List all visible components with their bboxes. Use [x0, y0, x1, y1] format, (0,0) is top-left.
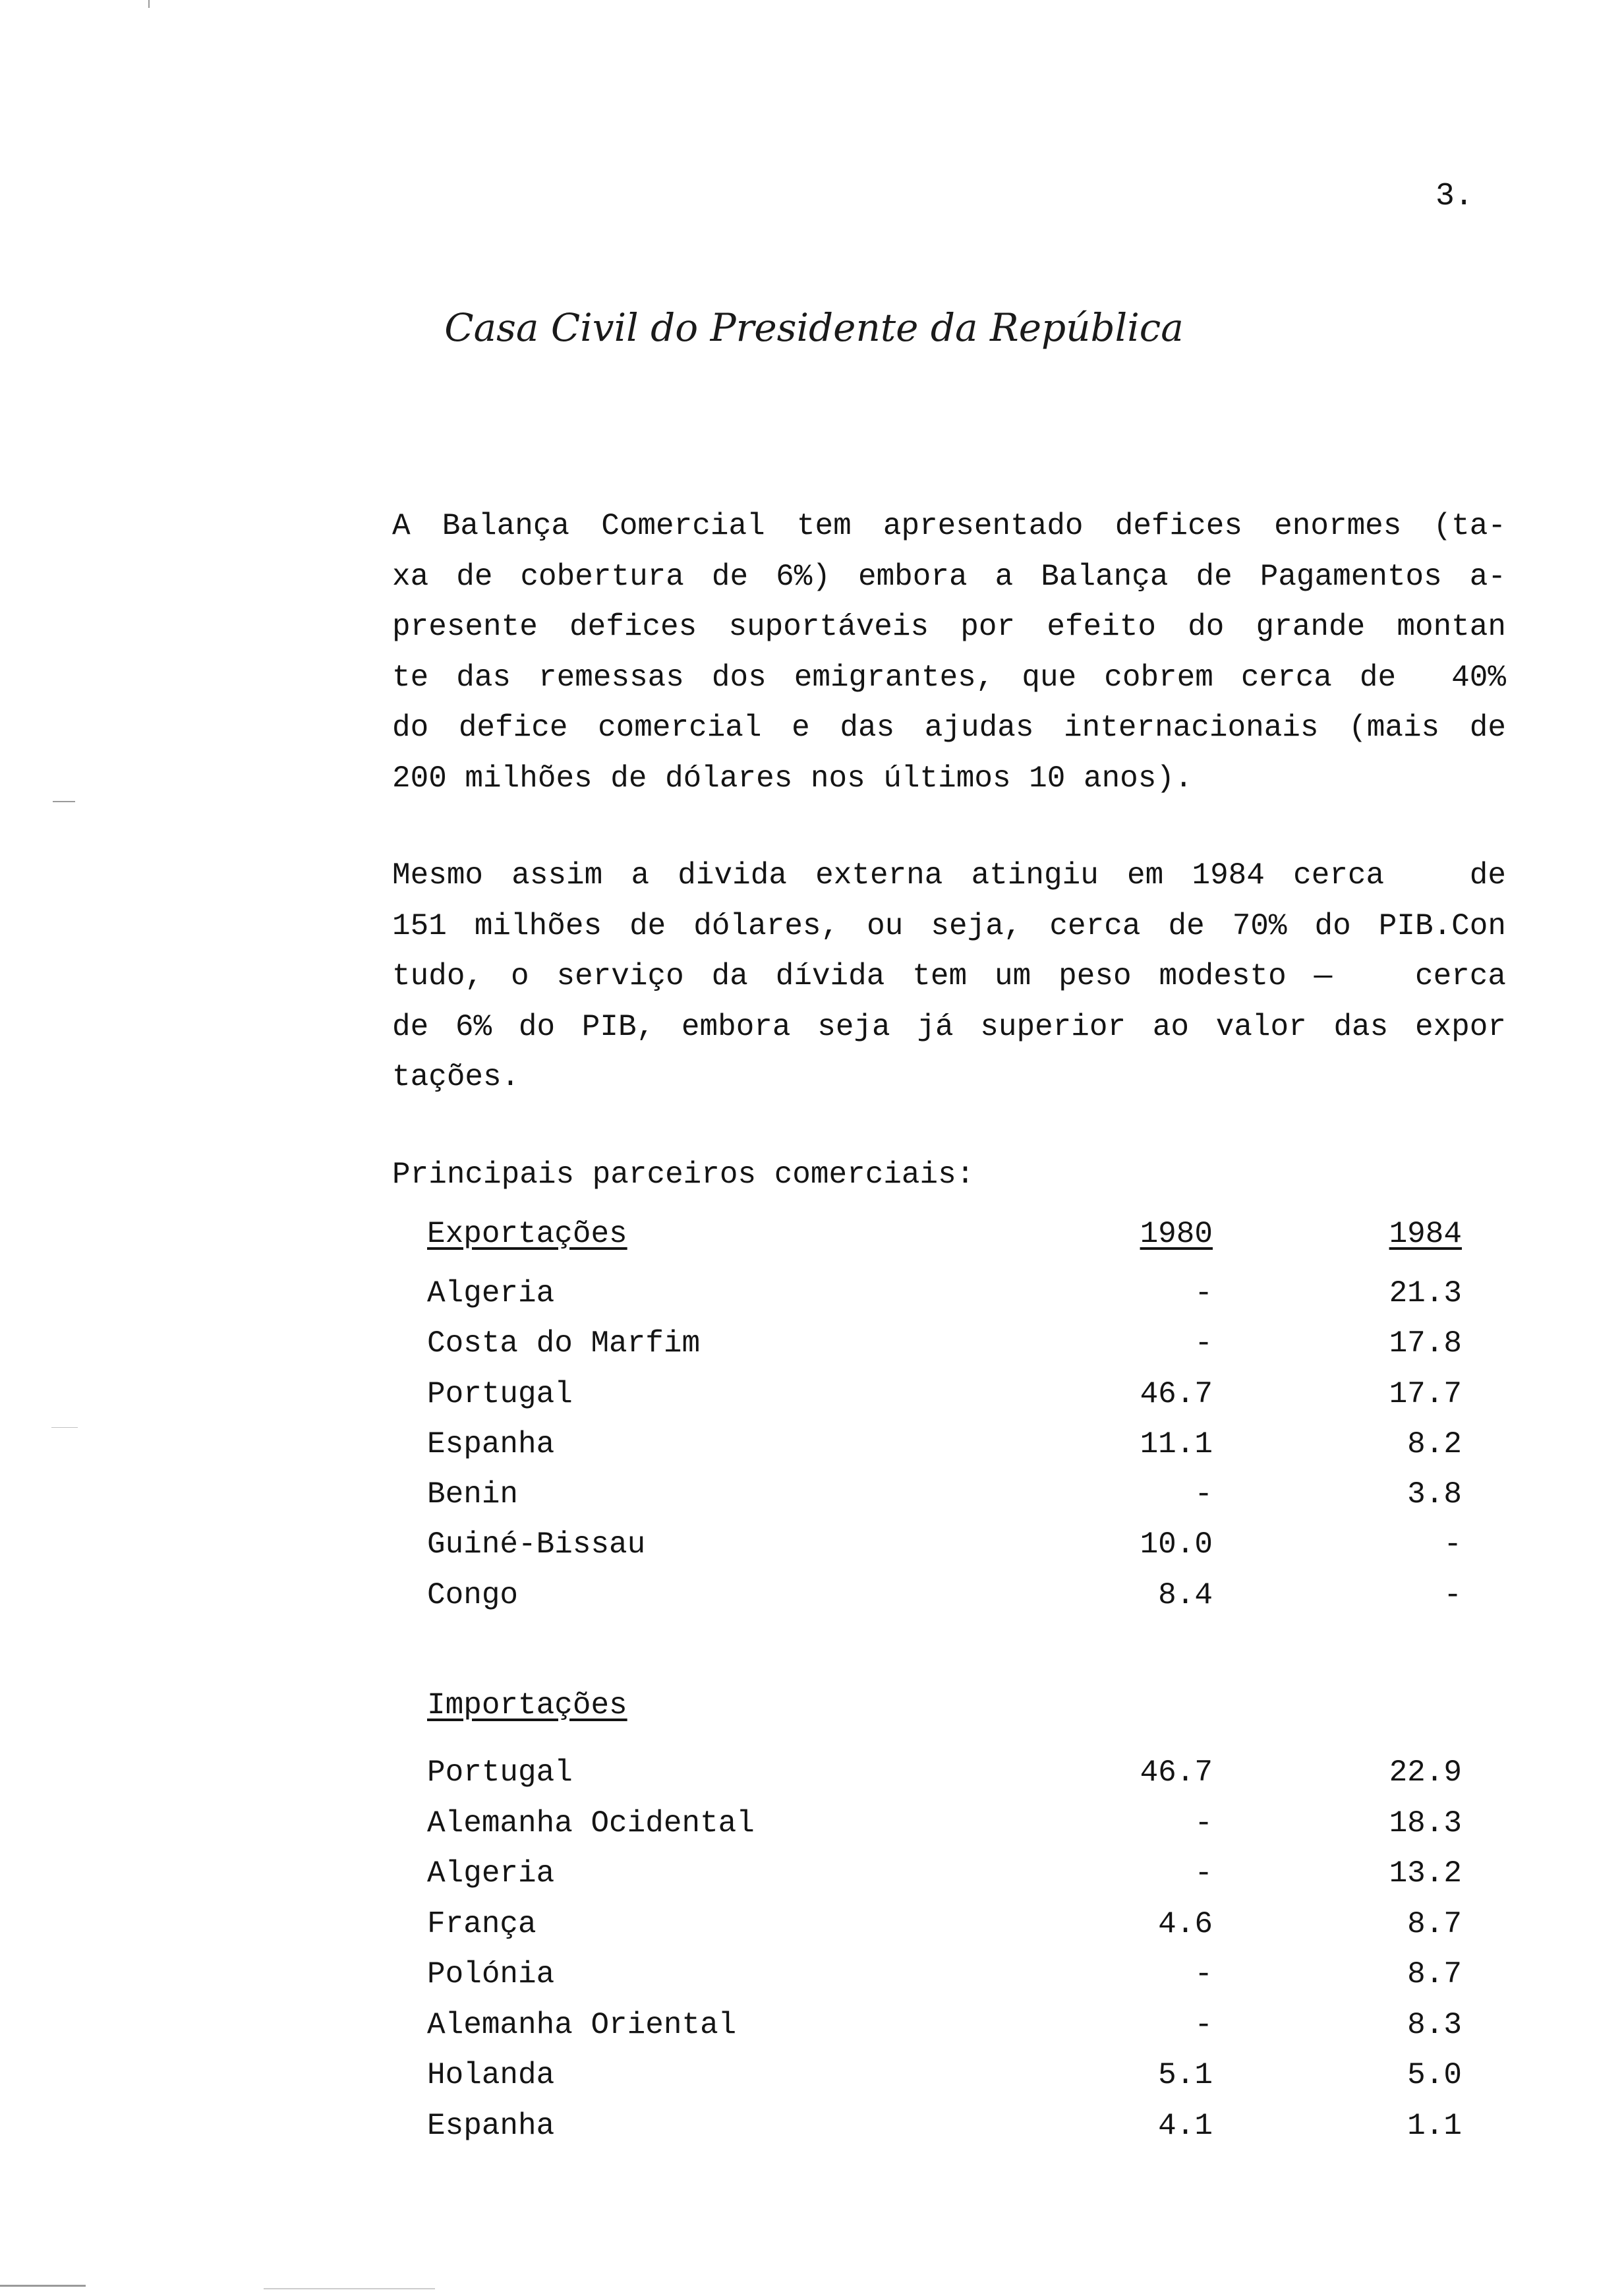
value-1980: 4.6: [1158, 1906, 1213, 1941]
country-name: França: [427, 1906, 536, 1941]
country-name: Alemanha Oriental: [427, 2007, 737, 2042]
column-header-1984: 1984: [1389, 1217, 1462, 1251]
value-1980: 8.4: [1158, 1577, 1213, 1612]
paragraph-trade-balance: [392, 501, 1506, 804]
table-row: [427, 1377, 1462, 1427]
country-name: Guiné-Bissau: [427, 1527, 646, 1562]
country-name: Espanha: [427, 1426, 555, 1461]
value-1984: 21.3: [1389, 1276, 1462, 1310]
imports-header: [427, 1688, 1462, 1729]
exports-table: [427, 1217, 1462, 1628]
paragraph-line: 151 milhões de dólares, ou seja, cerca de 70% do PIB.Con: [392, 908, 1506, 943]
value-1984: 8.2: [1407, 1426, 1462, 1461]
value-1980: -: [1194, 1326, 1213, 1361]
value-1980: -: [1194, 1276, 1213, 1310]
country-name: Algeria: [427, 1276, 555, 1310]
exports-rows: [427, 1276, 1462, 1628]
paragraph-line: tações.: [392, 1060, 520, 1094]
value-1980: -: [1194, 2007, 1213, 2042]
imports-rows: [427, 1755, 1462, 2159]
value-1984: 8.7: [1407, 1906, 1462, 1941]
value-1984: 17.7: [1389, 1376, 1462, 1411]
column-header-1980: 1980: [1140, 1217, 1213, 1251]
paragraph-line: te das remessas dos emigrantes, que cobrem cerca de 40%: [392, 660, 1506, 695]
value-1984: 5.0: [1407, 2058, 1462, 2092]
scan-mark: [148, 0, 150, 8]
value-1984: 18.3: [1389, 1806, 1462, 1840]
paragraph-line: Mesmo assim a divida externa atingiu em 1984 cerca de: [392, 858, 1506, 893]
paragraph-line: A Balança Comercial tem apresentado defices enormes (ta-: [392, 509, 1506, 543]
table-row: [427, 1755, 1462, 1806]
value-1980: 46.7: [1140, 1376, 1213, 1411]
table-row: [427, 1957, 1462, 2008]
paragraph-line: do defice comercial e das ajudas internacionais (mais de: [392, 711, 1506, 745]
country-name: Polónia: [427, 1957, 555, 1991]
value-1984: 8.7: [1407, 1957, 1462, 1991]
value-1984: 3.8: [1407, 1477, 1462, 1512]
value-1984: 17.8: [1389, 1326, 1462, 1361]
partners-heading: Principais parceiros comerciais:: [392, 1158, 975, 1192]
paragraph-line: 200 milhões de dólares nos últimos 10 anos).: [392, 761, 1193, 796]
imports-table: [427, 1688, 1462, 2159]
scan-mark: [53, 801, 75, 802]
value-1984: 22.9: [1389, 1755, 1462, 1790]
table-row: [427, 1907, 1462, 1958]
country-name: Portugal: [427, 1376, 573, 1411]
country-name: Portugal: [427, 1755, 573, 1790]
paragraph-line: presente defices suportáveis por efeito do grande montan: [392, 610, 1506, 644]
table-row: [427, 2058, 1462, 2109]
value-1984: 8.3: [1407, 2007, 1462, 2042]
table-row: [427, 1856, 1462, 1907]
table-row: [427, 1806, 1462, 1857]
value-1980: -: [1194, 1477, 1213, 1512]
exports-title: Exportações: [427, 1217, 627, 1251]
paragraph-line: de 6% do PIB, embora seja já superior ao valor das expor: [392, 1009, 1506, 1044]
table-row: [427, 1427, 1462, 1477]
letterhead: [444, 293, 1184, 372]
country-name: Algeria: [427, 1856, 555, 1891]
table-row: [427, 2109, 1462, 2160]
table-row: [427, 2008, 1462, 2059]
letterhead-script: [444, 293, 1184, 372]
page-number: 3.: [1436, 179, 1474, 214]
paragraph-line: xa de cobertura de 6%) embora a Balança de Pagamentos a-: [392, 559, 1506, 594]
country-name: Costa do Marfim: [427, 1326, 701, 1361]
table-row: [427, 1477, 1462, 1527]
paragraph-line: tudo, o serviço da dívida tem um peso modesto — cerca: [392, 959, 1506, 993]
table-row: [427, 1276, 1462, 1326]
imports-title: Importações: [427, 1688, 627, 1722]
value-1980: 5.1: [1158, 2058, 1213, 2092]
value-1980: 46.7: [1140, 1755, 1213, 1790]
exports-header: [427, 1217, 1462, 1258]
scan-mark: [0, 2285, 86, 2287]
value-1984: -: [1443, 1527, 1462, 1562]
letterhead-text: Casa Civil do Presidente da República: [444, 305, 1184, 350]
country-name: Espanha: [427, 2108, 555, 2143]
value-1980: 4.1: [1158, 2108, 1213, 2143]
table-row: [427, 1578, 1462, 1628]
value-1980: -: [1194, 1806, 1213, 1840]
country-name: Holanda: [427, 2058, 555, 2092]
country-name: Congo: [427, 1577, 519, 1612]
scan-mark: [51, 1427, 78, 1428]
scan-mark: [264, 2288, 435, 2289]
value-1984: 1.1: [1407, 2108, 1462, 2143]
value-1980: 11.1: [1140, 1426, 1213, 1461]
table-row: [427, 1527, 1462, 1577]
value-1984: 13.2: [1389, 1856, 1462, 1891]
table-row: [427, 1326, 1462, 1376]
value-1980: -: [1194, 1957, 1213, 1991]
country-name: Alemanha Ocidental: [427, 1806, 755, 1840]
value-1980: 10.0: [1140, 1527, 1213, 1562]
value-1984: -: [1443, 1577, 1462, 1612]
value-1980: -: [1194, 1856, 1213, 1891]
country-name: Benin: [427, 1477, 519, 1512]
paragraph-external-debt: [392, 850, 1506, 1103]
